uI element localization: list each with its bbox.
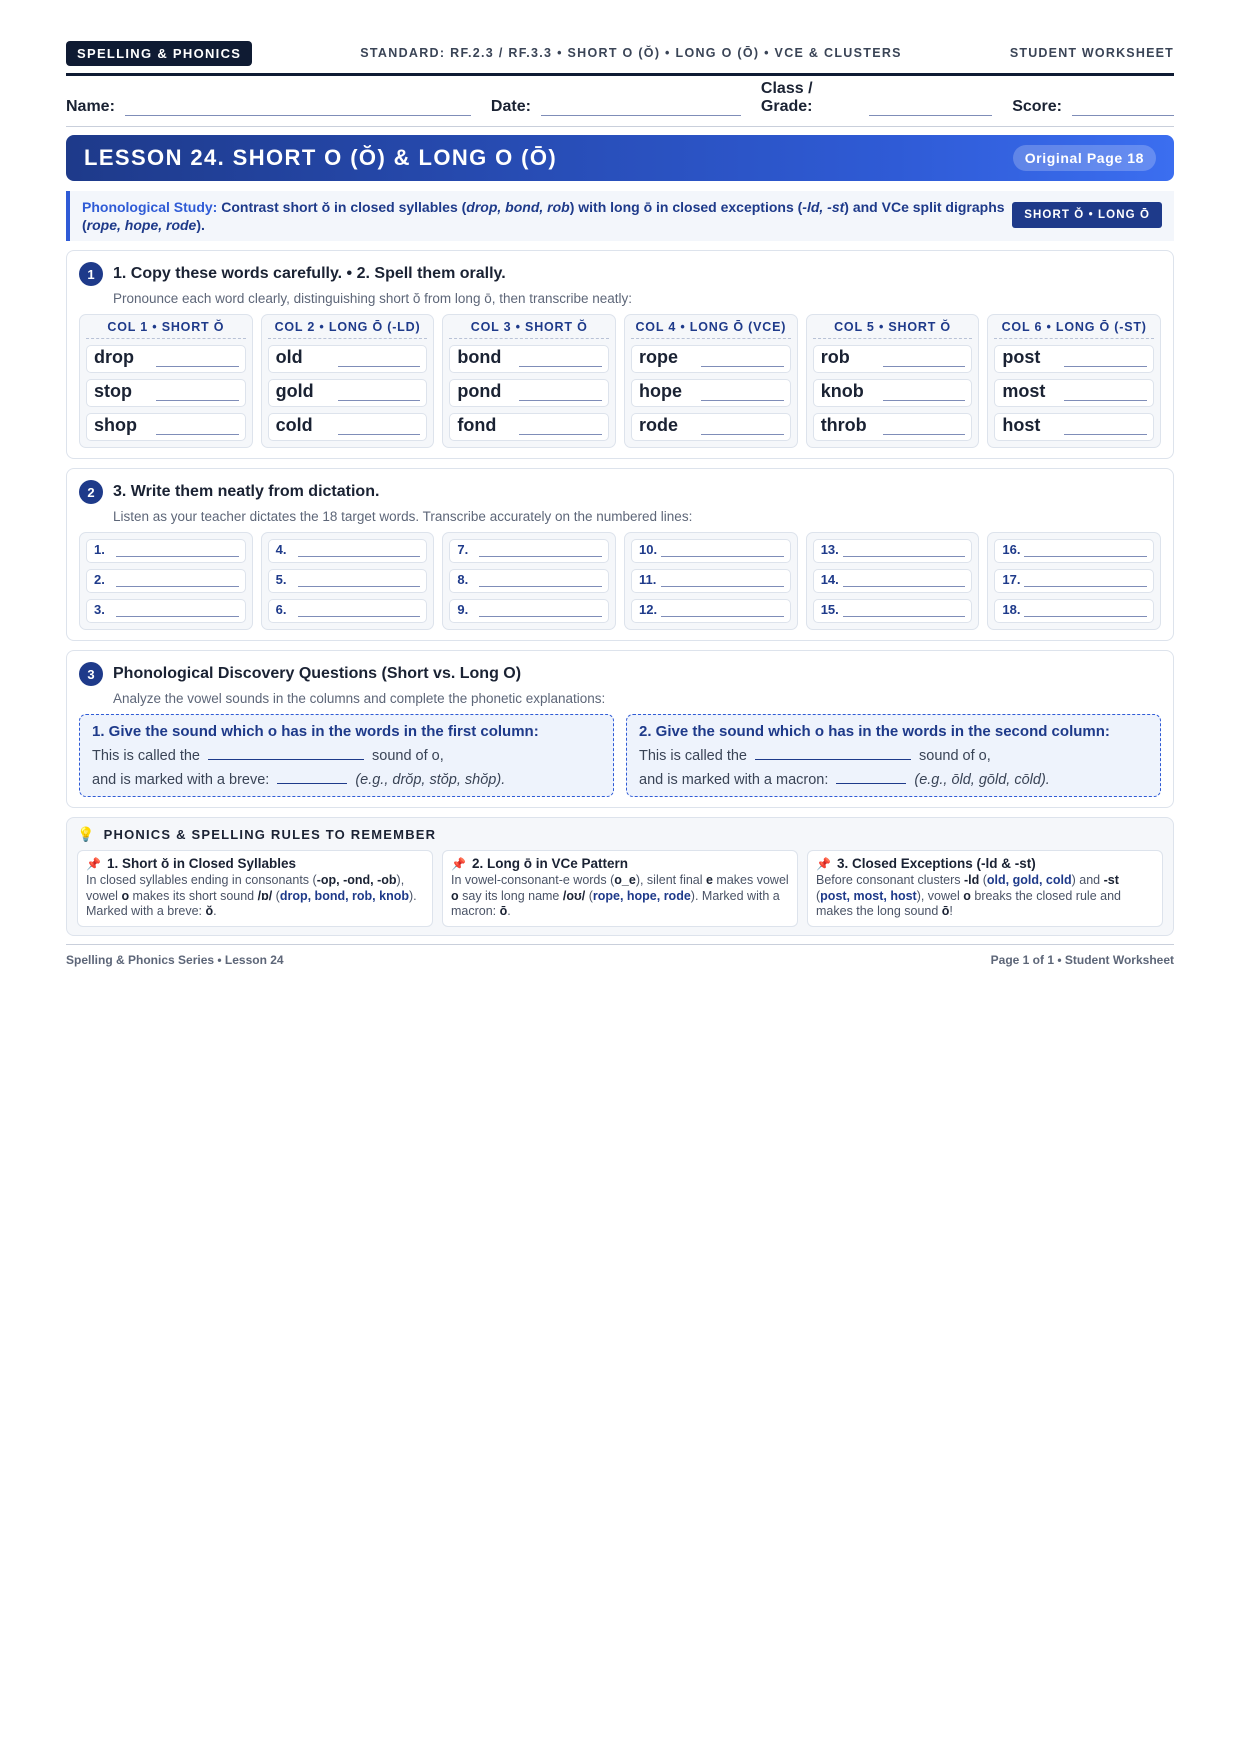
example-text: (e.g., drŏp, stŏp, shŏp). [355, 772, 506, 788]
dictation-line[interactable] [843, 615, 966, 617]
dictation-line[interactable] [116, 615, 239, 617]
question-line [639, 772, 1148, 788]
spelling-word: stop [94, 381, 132, 401]
spelling-word: rode [639, 415, 679, 435]
dictation-row[interactable] [994, 599, 1154, 623]
answer-blank[interactable] [755, 758, 911, 760]
line-number: 5. [275, 572, 287, 587]
spelling-word: post [1002, 347, 1041, 367]
pushpin-icon: 📌 [816, 856, 831, 871]
line-number: 2. [94, 572, 105, 587]
rule-text: breaks the closed rule and makes the long sound [816, 888, 1121, 918]
rule-text: makes vowel [712, 873, 789, 887]
copy-line[interactable] [1064, 433, 1147, 435]
dictation-line[interactable] [661, 585, 784, 587]
copy-line[interactable] [156, 433, 239, 435]
study-text: ) with long ō in closed exceptions ( [569, 199, 803, 215]
rule-title: 2. Long ō in VCe Pattern [471, 856, 628, 871]
phonics-rules-box [66, 817, 1174, 936]
column-header: COL 1 • SHORT Ŏ [86, 320, 246, 339]
rule-title-row [816, 856, 1154, 871]
short-long-badge: SHORT Ŏ • LONG Ō [1012, 202, 1162, 228]
dictation-line[interactable] [479, 615, 602, 617]
word-row[interactable] [813, 413, 973, 441]
line-number: 13. [820, 542, 839, 557]
word-row[interactable] [631, 379, 791, 407]
spelling-word: old [275, 347, 303, 367]
rule-card [442, 850, 798, 927]
question-long-o [626, 714, 1161, 797]
rule-text: ) and [1071, 873, 1104, 887]
dictation-row[interactable] [268, 569, 428, 593]
study-text: Contrast short ŏ in closed syllables ( [217, 199, 467, 215]
line-number: 7. [457, 542, 469, 557]
copy-line[interactable] [519, 365, 602, 367]
rule-bold: e [706, 873, 713, 887]
section-header [79, 261, 1161, 287]
dictation-row[interactable] [631, 539, 791, 563]
answer-blank[interactable] [208, 758, 364, 760]
study-example: -ld, -st [802, 199, 845, 215]
lesson-banner [66, 135, 1174, 181]
dictation-line[interactable] [298, 615, 421, 617]
answer-blank[interactable] [277, 782, 347, 784]
name-line[interactable] [125, 101, 471, 116]
rules-title: PHONICS & SPELLING RULES TO REMEMBER [103, 827, 437, 842]
word-row[interactable] [268, 345, 428, 373]
dictation-row[interactable] [631, 569, 791, 593]
rule-text: ( [272, 888, 280, 903]
question-line [92, 748, 601, 764]
dictation-row[interactable] [813, 599, 973, 623]
score-label: Score: [1012, 98, 1062, 115]
dictation-row[interactable] [631, 599, 791, 623]
rule-bold: ŏ [205, 904, 214, 918]
spelling-word: drop [94, 347, 134, 367]
standard-label: STANDARD: RF.2.3 / RF.3.3 • SHORT O (Ŏ) • LONG O (Ō) • VCE & CLUSTERS [360, 46, 902, 60]
rule-bold: ō [941, 904, 950, 918]
study-example: drop, bond, rob [466, 199, 570, 215]
rule-bold: o [121, 888, 130, 903]
rule-text: ), vowel [86, 873, 405, 903]
rule-bold: -ld [964, 873, 980, 887]
spelling-word: host [1002, 415, 1041, 435]
study-label: Phonological Study: [82, 199, 218, 215]
dictation-column [624, 532, 798, 630]
copy-line[interactable] [519, 399, 602, 401]
copy-line[interactable] [701, 399, 784, 401]
word-column [79, 314, 253, 448]
line-number: 9. [457, 602, 469, 617]
rule-text: . [213, 904, 217, 918]
copy-line[interactable] [883, 433, 966, 435]
rule-text: ( [585, 888, 593, 903]
rule-card [807, 850, 1163, 927]
rule-body [86, 873, 424, 920]
word-column [987, 314, 1161, 448]
section-header [79, 479, 1161, 505]
rule-bold: /ɒ/ [257, 888, 273, 903]
score-line[interactable] [1072, 101, 1174, 116]
score-field[interactable] [1012, 98, 1174, 116]
copy-line[interactable] [338, 365, 421, 367]
section-subtitle: Analyze the vowel sounds in the columns and complete the phonetic explanations: [113, 691, 606, 706]
line-number: 15. [820, 602, 839, 617]
line-number: 4. [275, 542, 287, 557]
date-label: Date: [490, 98, 531, 115]
original-page-badge: Original Page 18 [1013, 145, 1156, 171]
dictation-column [79, 532, 253, 630]
spelling-word: fond [457, 415, 497, 435]
word-row[interactable] [268, 413, 428, 441]
spelling-word: hope [639, 381, 683, 401]
rule-text: ! [949, 904, 953, 918]
prompt-text: This is called the [639, 748, 747, 764]
dictation-row[interactable] [86, 569, 246, 593]
copy-line[interactable] [338, 433, 421, 435]
worksheet-kind: STUDENT WORKSHEET [1009, 46, 1174, 60]
study-text: ). [196, 217, 205, 233]
dictation-line[interactable] [298, 585, 421, 587]
date-line[interactable] [541, 101, 741, 116]
rule-text: ), silent final [635, 873, 706, 887]
study-example: rope, hope, rode [86, 217, 197, 233]
rule-body [451, 873, 789, 920]
dictation-line[interactable] [1024, 585, 1147, 587]
section-number: 1 [79, 262, 103, 286]
spelling-word: pond [457, 381, 502, 401]
word-row[interactable] [268, 379, 428, 407]
rule-text: say its long name [458, 888, 563, 903]
pushpin-icon: 📌 [86, 856, 101, 871]
date-field[interactable] [491, 98, 741, 116]
rule-title: 3. Closed Exceptions (-ld & -st) [836, 856, 1036, 871]
rule-bold: o [451, 888, 459, 903]
study-text: ) and VCe split digraphs ( [82, 199, 1005, 233]
rule-text: ( [816, 888, 821, 903]
rule-text: . [507, 904, 511, 918]
dictation-column [442, 532, 616, 630]
rule-bold: -op, -ond, -ob [316, 873, 397, 887]
class-line[interactable] [869, 101, 993, 116]
rule-body [816, 873, 1154, 920]
section-number: 2 [79, 480, 103, 504]
page-footer [66, 944, 1174, 967]
rule-bold: o [963, 888, 971, 903]
dictation-column [806, 532, 980, 630]
spelling-word: bond [457, 347, 502, 367]
line-number: 17. [1002, 572, 1021, 587]
rule-text: ). Marked with a macron: [451, 888, 780, 918]
word-columns [79, 314, 1161, 448]
dictation-line[interactable] [479, 585, 602, 587]
worksheet [66, 40, 1174, 967]
line-number: 3. [94, 602, 105, 617]
header-divider [66, 73, 1174, 76]
word-column [442, 314, 616, 448]
dictation-row[interactable] [86, 599, 246, 623]
dictation-row[interactable] [994, 569, 1154, 593]
dictation-line[interactable] [1024, 555, 1147, 557]
rule-text: In closed syllables ending in consonants ( [86, 873, 317, 887]
rule-bold: -st [1103, 873, 1119, 887]
rule-text: ). Marked with a breve: [86, 888, 417, 918]
dictation-line[interactable] [298, 555, 421, 557]
name-label: Name: [66, 98, 115, 115]
rules-header [77, 826, 1163, 843]
line-number: 14. [820, 572, 839, 587]
column-header: COL 4 • LONG Ō (VCE) [631, 320, 791, 339]
word-row[interactable] [86, 345, 246, 373]
line-number: 12. [639, 602, 658, 617]
line-number: 6. [275, 602, 287, 617]
word-row[interactable] [994, 345, 1154, 373]
rule-examples: drop, bond, rob, knob [279, 888, 409, 903]
word-column [261, 314, 435, 448]
rule-text: In vowel-consonant-e words ( [451, 873, 615, 887]
line-number: 8. [457, 572, 469, 587]
copy-line[interactable] [883, 365, 966, 367]
dictation-line[interactable] [661, 555, 784, 557]
line-number: 10. [639, 542, 658, 557]
column-header: COL 3 • SHORT Ŏ [449, 320, 609, 339]
word-column [806, 314, 980, 448]
word-column [624, 314, 798, 448]
copy-words-section [66, 250, 1174, 459]
rules-grid [77, 850, 1163, 927]
footer-page-info: Page 1 of 1 • Student Worksheet [990, 952, 1174, 967]
column-header: COL 5 • SHORT Ŏ [813, 320, 973, 339]
copy-line[interactable] [156, 365, 239, 367]
spelling-word: rob [820, 347, 850, 367]
spelling-word: cold [275, 415, 313, 435]
question-title: 1. Give the sound which o has in the words in the first column: [92, 723, 539, 740]
student-info-row [66, 80, 1174, 116]
info-divider [66, 126, 1174, 127]
copy-line[interactable] [338, 399, 421, 401]
rule-examples: old, gold, cold [986, 873, 1072, 887]
pushpin-icon: 📌 [451, 856, 466, 871]
prompt-text: and is marked with a macron: [639, 772, 829, 788]
word-row[interactable] [631, 413, 791, 441]
dictation-columns [79, 532, 1161, 630]
dictation-column [987, 532, 1161, 630]
dictation-row[interactable] [86, 539, 246, 563]
word-row[interactable] [994, 379, 1154, 407]
section-title: 3. Write them neatly from dictation. [113, 483, 380, 500]
column-header: COL 6 • LONG Ō (-ST) [994, 320, 1154, 339]
rule-title-row [86, 856, 424, 871]
question-short-o [79, 714, 614, 797]
copy-line[interactable] [156, 399, 239, 401]
rule-text: Before consonant clusters [816, 873, 964, 887]
name-field[interactable] [66, 98, 471, 116]
word-row[interactable] [449, 345, 609, 373]
rule-bold: ō [499, 904, 508, 918]
spelling-word: most [1002, 381, 1046, 401]
dictation-row[interactable] [449, 599, 609, 623]
dictation-row[interactable] [994, 539, 1154, 563]
word-row[interactable] [631, 345, 791, 373]
word-row[interactable] [86, 413, 246, 441]
dictation-section [66, 468, 1174, 641]
word-row[interactable] [813, 379, 973, 407]
section-title: 1. Copy these words carefully. • 2. Spell them orally. [113, 265, 506, 282]
prompt-text: sound of o, [919, 748, 991, 764]
dictation-row[interactable] [268, 539, 428, 563]
dictation-line[interactable] [1024, 615, 1147, 617]
rule-title-row [451, 856, 789, 871]
word-row[interactable] [813, 345, 973, 373]
rule-text: ), vowel [916, 888, 964, 903]
class-field[interactable] [761, 80, 992, 116]
line-number: 11. [639, 572, 657, 587]
example-text: (e.g., ōld, gōld, cōld). [914, 772, 1050, 788]
top-header [66, 40, 1174, 66]
dictation-row[interactable] [813, 569, 973, 593]
dictation-line[interactable] [843, 555, 966, 557]
question-title: 2. Give the sound which o has in the words in the second column: [639, 723, 1110, 740]
discovery-questions-section [66, 650, 1174, 808]
word-row[interactable] [449, 379, 609, 407]
copy-line[interactable] [701, 365, 784, 367]
dictation-line[interactable] [843, 585, 966, 587]
lesson-title: LESSON 24. SHORT O (Ŏ) & LONG O (Ō) [84, 145, 558, 170]
footer-series: Spelling & Phonics Series • Lesson 24 [66, 952, 284, 967]
dictation-line[interactable] [116, 555, 239, 557]
class-label: Class / Grade: [760, 80, 813, 115]
phonological-study-note [66, 191, 1174, 241]
dictation-row[interactable] [449, 539, 609, 563]
word-row[interactable] [994, 413, 1154, 441]
copy-line[interactable] [519, 433, 602, 435]
rule-title: 1. Short ŏ in Closed Syllables [106, 856, 296, 871]
dictation-row[interactable] [268, 599, 428, 623]
line-number: 16. [1002, 542, 1021, 557]
section-number: 3 [79, 662, 103, 686]
rule-bold: o_e [614, 873, 636, 887]
dictation-row[interactable] [449, 569, 609, 593]
answer-blank[interactable] [836, 782, 906, 784]
rule-text: ( [979, 873, 987, 887]
copy-line[interactable] [701, 433, 784, 435]
rule-examples: post, most, host [820, 888, 917, 903]
lightbulb-icon: 💡 [77, 826, 96, 842]
spelling-word: knob [820, 381, 864, 401]
spelling-word: shop [94, 415, 137, 435]
copy-line[interactable] [883, 399, 966, 401]
question-line [92, 772, 601, 788]
line-number: 18. [1002, 602, 1021, 617]
spelling-word: rope [639, 347, 679, 367]
rule-examples: rope, hope, rode [592, 888, 691, 903]
section-header [79, 661, 1161, 687]
question-boxes [79, 714, 1161, 797]
spelling-word: throb [820, 415, 867, 435]
prompt-text: This is called the [92, 748, 200, 764]
line-number: 1. [94, 542, 105, 557]
copy-line[interactable] [1064, 365, 1147, 367]
rule-text: makes its short sound [129, 888, 258, 903]
prompt-text: and is marked with a breve: [92, 772, 270, 788]
subject-tag: SPELLING & PHONICS [66, 41, 252, 66]
rule-bold: /oʊ/ [562, 888, 586, 903]
section-subtitle: Listen as your teacher dictates the 18 target words. Transcribe accurately on the numbered lines: [113, 509, 693, 524]
copy-line[interactable] [1064, 399, 1147, 401]
word-row[interactable] [86, 379, 246, 407]
word-row[interactable] [449, 413, 609, 441]
dictation-column [261, 532, 435, 630]
dictation-line[interactable] [479, 555, 602, 557]
spelling-word: gold [275, 381, 314, 401]
column-header: COL 2 • LONG Ō (-LD) [268, 320, 428, 339]
prompt-text: sound of o, [372, 748, 444, 764]
dictation-row[interactable] [813, 539, 973, 563]
section-title: Phonological Discovery Questions (Short vs. Long O) [113, 665, 522, 682]
section-subtitle: Pronounce each word clearly, distinguishing short ŏ from long ō, then transcribe neatly: [113, 291, 633, 306]
question-line [639, 748, 1148, 764]
rule-card [77, 850, 433, 927]
dictation-line[interactable] [116, 585, 239, 587]
dictation-line[interactable] [661, 615, 784, 617]
